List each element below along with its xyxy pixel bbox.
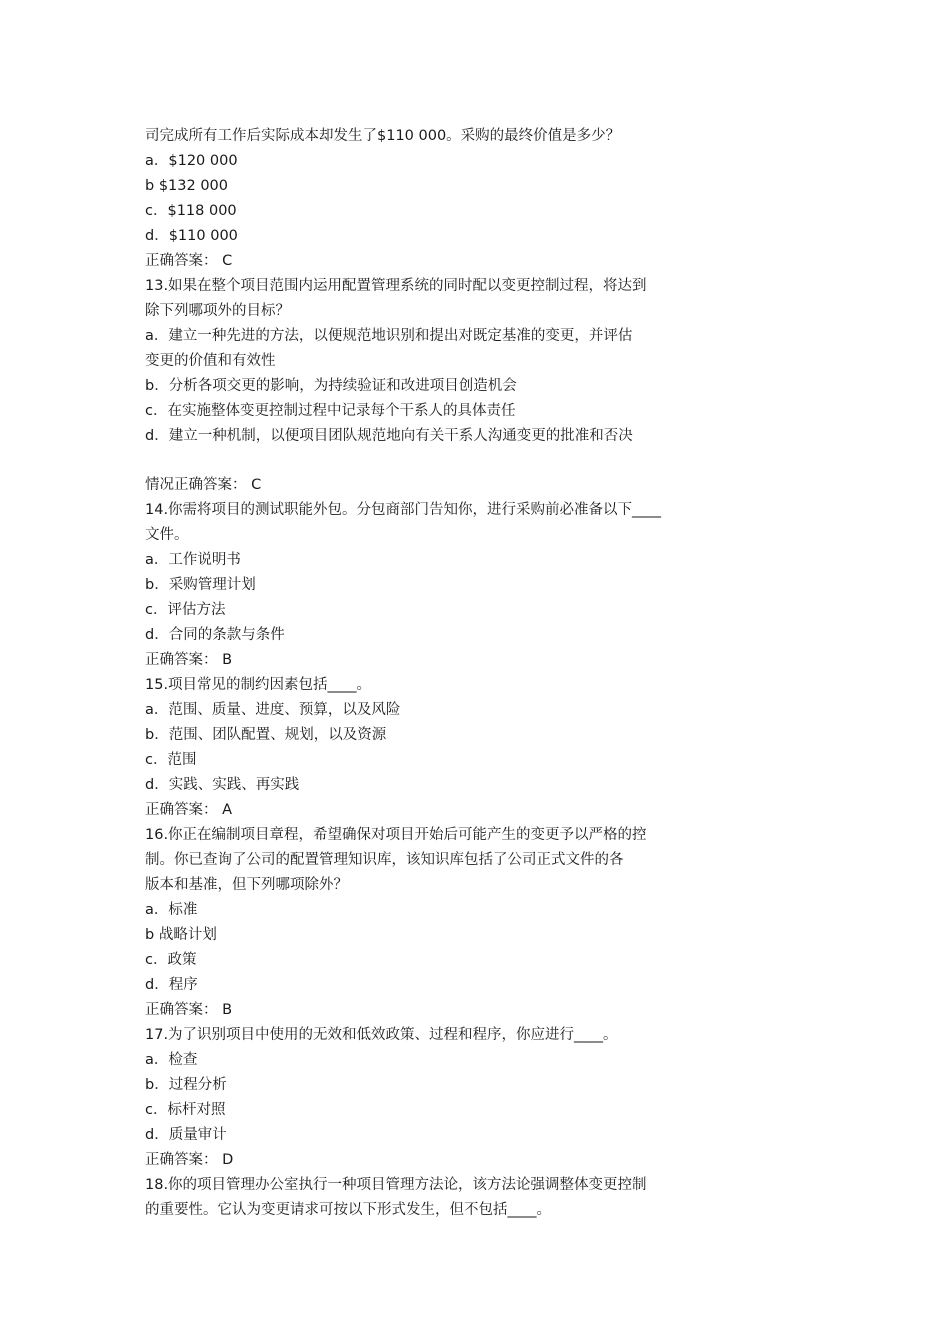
- answer-line: 正确答案： B: [145, 652, 233, 668]
- option-b: b．范围、团队配置、规划，以及资源: [145, 727, 387, 743]
- option-a: a．$120 000: [145, 153, 238, 169]
- question-16-cont: 制。你已查询了公司的配置管理知识库，该知识库包括了公司正式文件的各: [145, 852, 624, 868]
- question-18: 18.你的项目管理办公室执行一种项目管理方法论，该方法论强调整体变更控制: [145, 1177, 647, 1193]
- option-a: a．范围、质量、进度、预算，以及风险: [145, 702, 401, 718]
- question-17: 17.为了识别项目中使用的无效和低效政策、过程和程序，你应进行____。: [145, 1027, 618, 1043]
- question-15: 15.项目常见的制约因素包括____。: [145, 677, 372, 693]
- question-14-cont: 文件。: [145, 527, 189, 543]
- question-14: 14.你需将项目的测试职能外包。分包商部门告知你，进行采购前必准备以下____: [145, 502, 662, 518]
- option-d: d．实践、实践、再实践: [145, 777, 300, 793]
- option-a: a．检查: [145, 1052, 198, 1068]
- question-13: 13.如果在整个项目范围内运用配置管理系统的同时配以变更控制过程，将达到: [145, 278, 647, 294]
- option-d: d．建立一种机制，以便项目团队规范地向有关干系人沟通变更的批准和否决: [145, 428, 633, 444]
- option-a-cont: 变更的价值和有效性: [145, 353, 276, 369]
- question-16-cont: 版本和基准，但下列哪项除外？: [145, 877, 348, 893]
- question-16: 16.你正在编制项目章程，希望确保对项目开始后可能产生的变更予以严格的控: [145, 827, 647, 843]
- answer-line: 正确答案： A: [145, 802, 233, 818]
- option-b: b 战略计划: [145, 927, 217, 943]
- option-b: b $132 000: [145, 178, 228, 194]
- option-c: c．范围: [145, 752, 197, 768]
- document-body: [145, 124, 745, 1223]
- question-18-cont: 的重要性。它认为变更请求可按以下形式发生，但不包括____。: [145, 1202, 551, 1218]
- option-d: d．程序: [145, 977, 198, 993]
- option-b: b．过程分析: [145, 1077, 227, 1093]
- option-a: a．标准: [145, 902, 198, 918]
- option-b: b．采购管理计划: [145, 577, 256, 593]
- answer-line: 情况正确答案： C: [145, 477, 262, 493]
- option-c: c．$118 000: [145, 203, 237, 219]
- option-a: a．建立一种先进的方法，以便规范地识别和提出对既定基准的变更，并评估: [145, 328, 633, 344]
- text-line: 司完成所有工作后实际成本却发生了$110 000。采购的最终价值是多少？: [145, 128, 621, 144]
- option-c: c．政策: [145, 952, 197, 968]
- option-c: c．评估方法: [145, 602, 226, 618]
- option-d: d．质量审计: [145, 1127, 227, 1143]
- option-c: c．标杆对照: [145, 1102, 226, 1118]
- blank-line: [145, 449, 745, 473]
- option-d: d．$110 000: [145, 228, 238, 244]
- answer-line: 正确答案： B: [145, 1002, 233, 1018]
- option-b: b．分析各项交更的影响，为持续验证和改进项目创造机会: [145, 378, 517, 394]
- question-13-cont: 除下列哪项外的目标？: [145, 303, 290, 319]
- option-d: d．合同的条款与条件: [145, 627, 285, 643]
- answer-line: 正确答案： C: [145, 253, 233, 269]
- option-a: a．工作说明书: [145, 552, 241, 568]
- answer-line: 正确答案： D: [145, 1152, 234, 1168]
- option-c: c．在实施整体变更控制过程中记录每个干系人的具体责任: [145, 403, 516, 419]
